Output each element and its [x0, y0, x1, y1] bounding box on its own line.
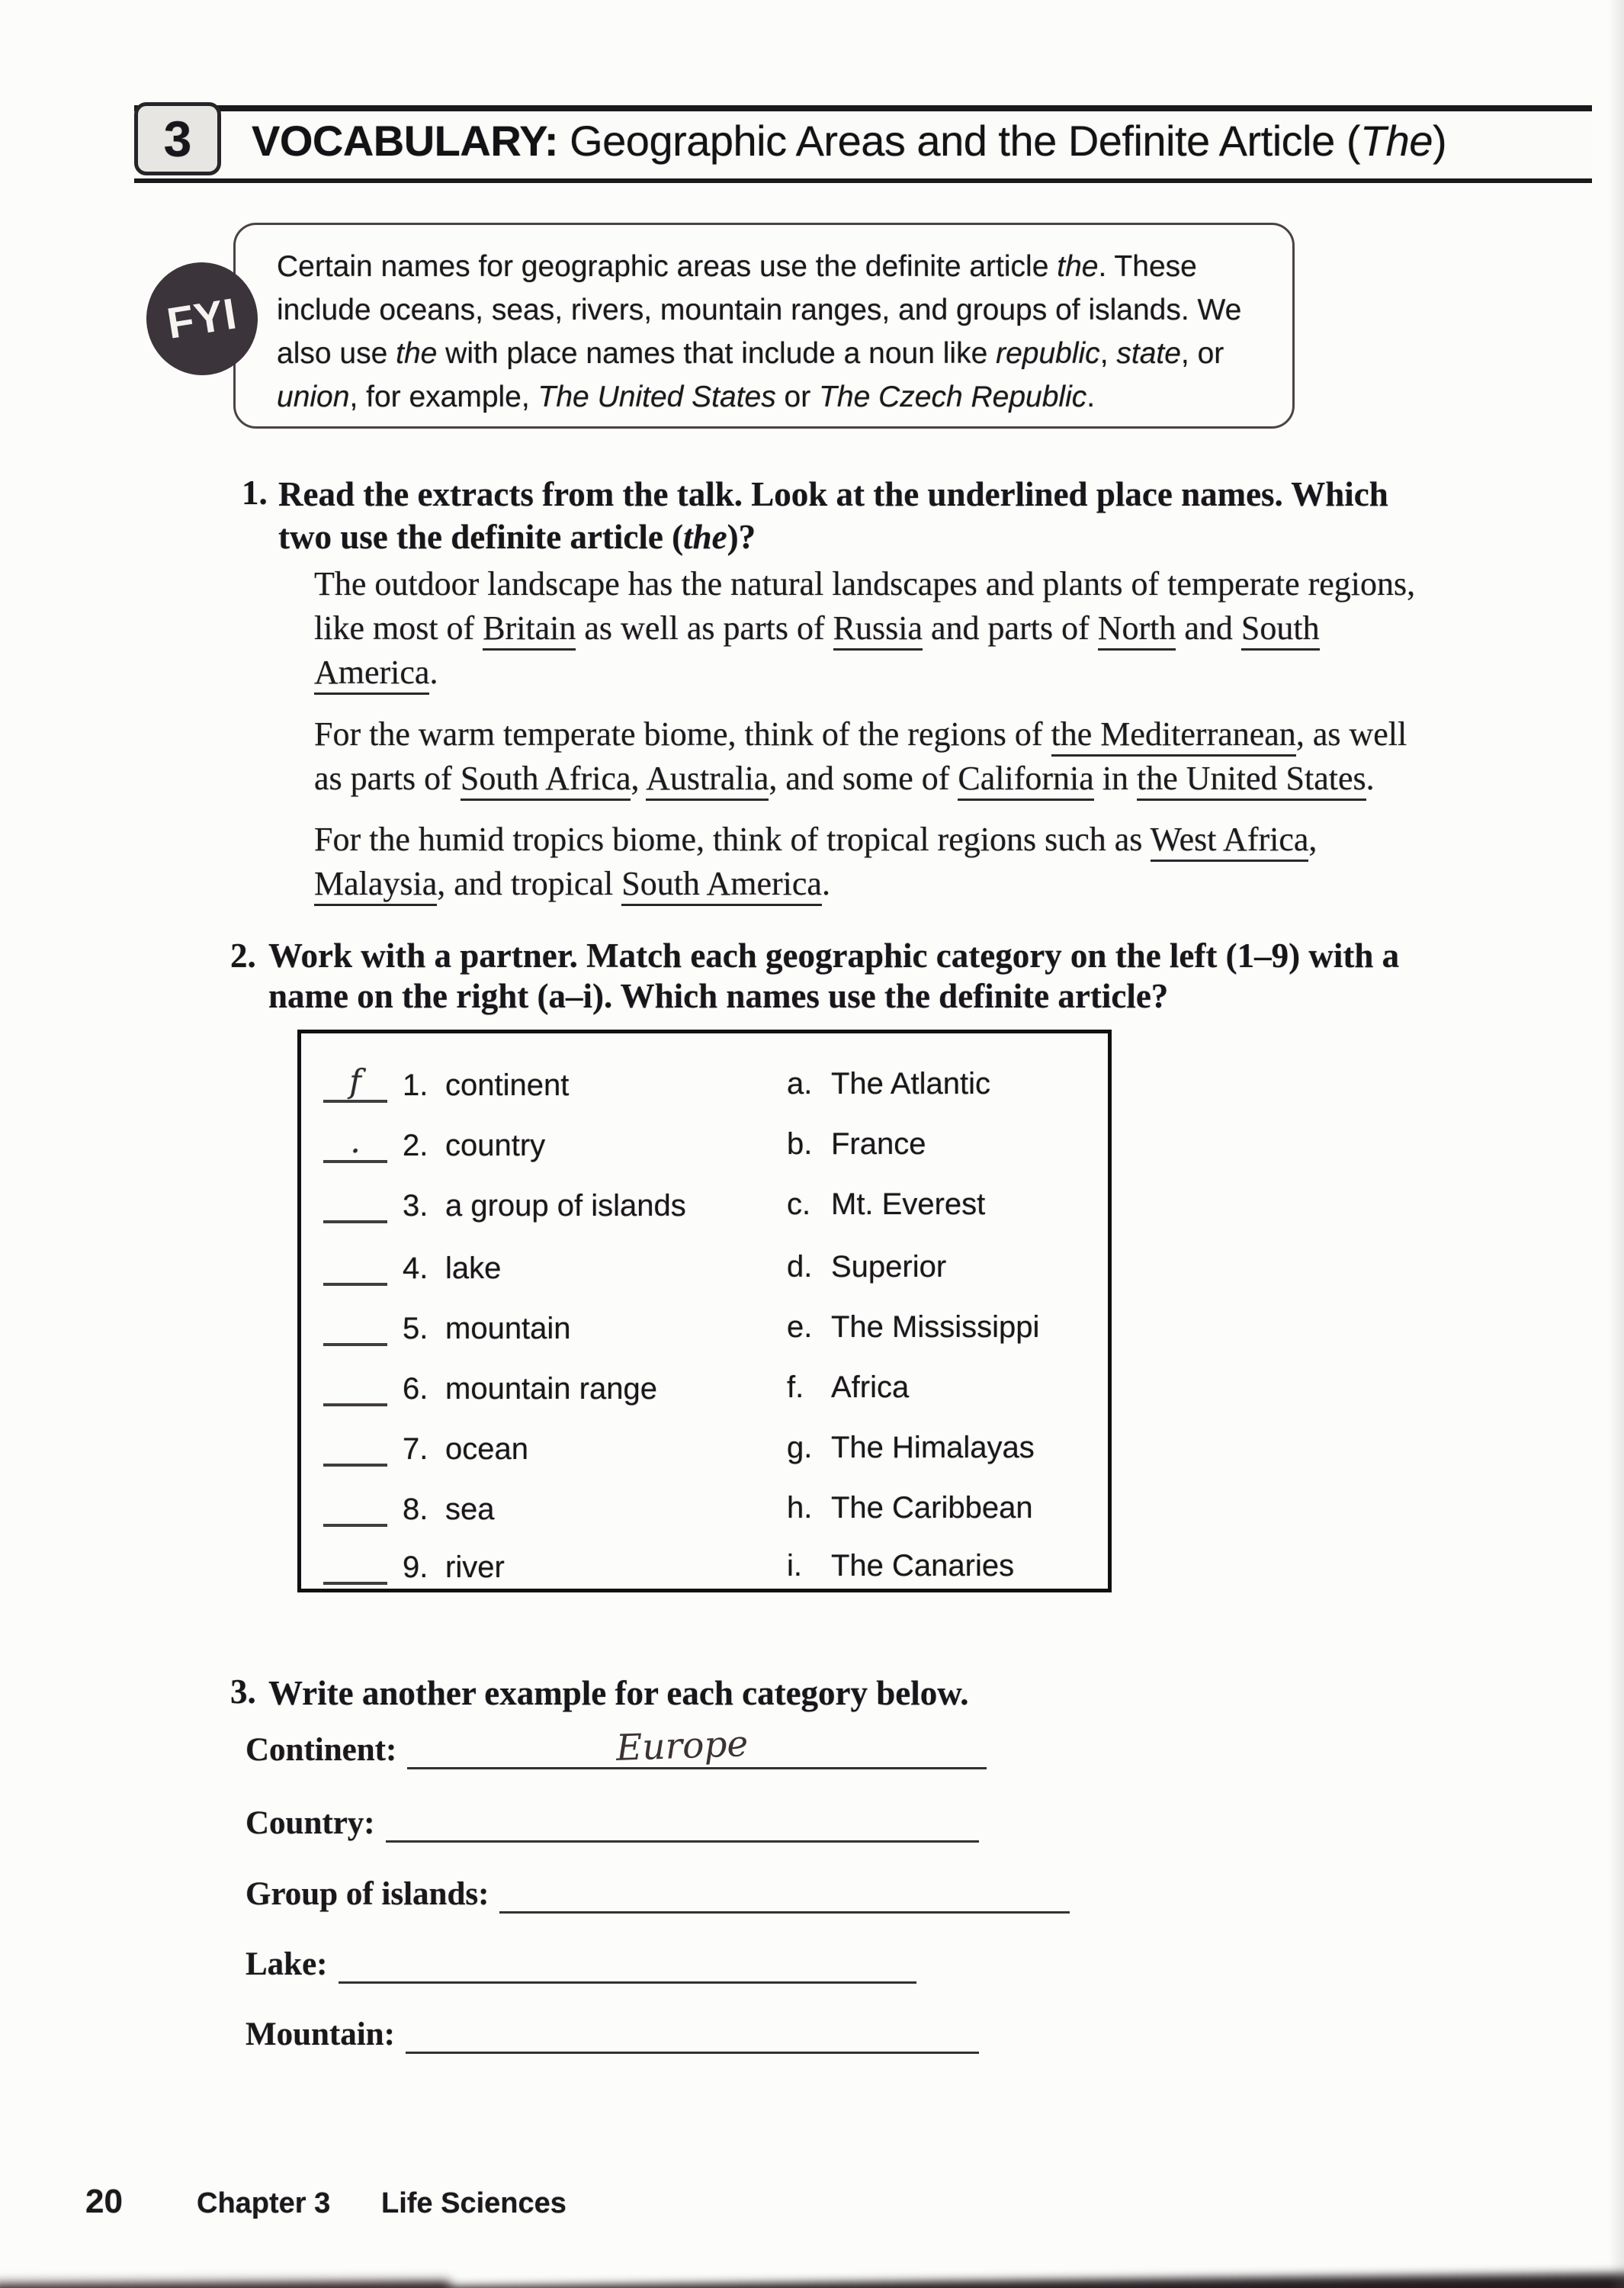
- match-item-label: river: [445, 1551, 505, 1584]
- field-label: Lake:: [246, 1946, 328, 1982]
- exercise2-prompt: [268, 936, 1399, 1017]
- handwritten-answer: f: [349, 1062, 361, 1100]
- exercise1-number: 1.: [242, 474, 268, 512]
- match-option-letter: a.: [787, 1067, 813, 1101]
- match-answer-blank-7[interactable]: [323, 1430, 387, 1467]
- match-right-row: [787, 1309, 1039, 1345]
- extract-paragraph-2: [314, 712, 1407, 801]
- write-in-line-continent[interactable]: [407, 1722, 987, 1770]
- field-label: Group of islands:: [246, 1876, 489, 1912]
- field-label: Country:: [246, 1805, 375, 1841]
- fyi-note-box: [233, 223, 1295, 429]
- handwritten-value: Europe: [615, 1722, 749, 1770]
- extract-line: like most of Britain as well as parts of Russia and parts of North and South: [314, 606, 1415, 651]
- field-row-country: [246, 1804, 979, 1843]
- match-left-row: [323, 1187, 686, 1223]
- match-option-letter: b.: [787, 1127, 813, 1161]
- match-right-row: [787, 1126, 926, 1162]
- match-answer-blank-9[interactable]: [323, 1548, 387, 1585]
- exercise3-number: 3.: [230, 1673, 256, 1711]
- match-option-name: France: [831, 1127, 926, 1161]
- extract-line: America.: [314, 651, 1415, 695]
- match-option-name: The Himalayas: [831, 1431, 1035, 1464]
- handwritten-answer: .: [350, 1123, 361, 1160]
- match-answer-blank-5[interactable]: [323, 1309, 387, 1346]
- match-option-letter: g.: [787, 1431, 813, 1464]
- extract-line: The outdoor landscape has the natural landscapes and plants of temperate regions,: [314, 565, 1416, 603]
- match-item-label: mountain: [445, 1312, 571, 1345]
- write-in-line-mountain[interactable]: [406, 2029, 979, 2054]
- match-left-row: [323, 1249, 501, 1286]
- match-right-row: [787, 1430, 1035, 1465]
- match-item-number: 6.: [403, 1372, 428, 1406]
- match-item-label: sea: [445, 1493, 495, 1526]
- scan-shadow-right: [1609, 0, 1624, 2288]
- match-option-name: The Caribbean: [831, 1491, 1033, 1525]
- match-item-number: 2.: [403, 1129, 428, 1162]
- write-in-line-country[interactable]: [386, 1817, 979, 1843]
- match-item-label: lake: [445, 1252, 502, 1285]
- match-right-row: [787, 1187, 985, 1222]
- fyi-badge-icon: FYI: [138, 254, 265, 383]
- write-in-line-islands[interactable]: [499, 1888, 1070, 1914]
- match-left-row: [323, 1430, 528, 1467]
- match-left-row: [323, 1123, 546, 1163]
- match-item-label: country: [445, 1129, 546, 1162]
- exercise2-prompt-line: name on the right (a–i). Which names use the definite article?: [268, 977, 1169, 1015]
- field-row-continent: [246, 1722, 987, 1770]
- section-number-box: [134, 102, 221, 175]
- match-item-number: 8.: [403, 1493, 428, 1526]
- match-option-letter: h.: [787, 1491, 813, 1525]
- match-item-label: mountain range: [445, 1372, 657, 1406]
- match-option-name: The Canaries: [831, 1549, 1015, 1583]
- extract-line: For the humid tropics biome, think of tropical regions such as West Africa,: [314, 818, 1317, 862]
- match-right-row: [787, 1490, 1033, 1525]
- match-item-number: 7.: [403, 1432, 428, 1466]
- extract-line: For the warm temperate biome, think of the regions of the Mediterranean, as well: [314, 712, 1407, 757]
- fyi-line: union, for example, The United States or The Czech Republic.: [277, 381, 1096, 413]
- match-right-row: [787, 1370, 909, 1405]
- match-item-label: ocean: [445, 1432, 528, 1466]
- match-right-row: [787, 1548, 1014, 1583]
- footer-section: Life Sciences: [381, 2187, 566, 2219]
- extract-line: Malaysia, and tropical South America.: [314, 862, 1317, 906]
- fyi-line: include oceans, seas, rivers, mountain ranges, and groups of islands. We: [277, 294, 1242, 326]
- section-number: 3: [163, 111, 192, 167]
- match-option-letter: e.: [787, 1310, 813, 1344]
- fyi-line: Certain names for geographic areas use the definite article the. These: [277, 250, 1197, 283]
- match-item-label: a group of islands: [445, 1189, 686, 1223]
- match-option-name: Africa: [831, 1371, 910, 1404]
- page-title: VOCABULARY: Geographic Areas and the Definite Article (The): [252, 117, 1447, 165]
- field-row-mountain: [246, 2016, 979, 2054]
- exercise3-prompt: [268, 1672, 969, 1714]
- field-label: Mountain:: [246, 2016, 395, 2052]
- match-left-row: [323, 1370, 657, 1406]
- match-item-number: 1.: [403, 1068, 428, 1102]
- extract-line: as parts of South Africa, Australia, and some of California in the United States.: [314, 757, 1407, 801]
- match-option-name: Superior: [831, 1250, 947, 1284]
- extract-paragraph-3: [314, 818, 1317, 906]
- match-option-letter: f.: [787, 1371, 804, 1404]
- match-option-letter: i.: [787, 1549, 802, 1583]
- match-answer-blank-3[interactable]: [323, 1187, 387, 1223]
- match-left-row: [323, 1062, 570, 1103]
- match-left-row: [323, 1309, 571, 1346]
- exercise3-prompt-line: Write another example for each category below.: [268, 1674, 969, 1712]
- match-right-row: [787, 1066, 990, 1101]
- match-option-letter: d.: [787, 1250, 813, 1284]
- extract-paragraph-1: [314, 562, 1415, 695]
- match-left-row: [323, 1548, 505, 1585]
- match-right-row: [787, 1249, 946, 1284]
- match-answer-blank-4[interactable]: [323, 1249, 387, 1286]
- match-item-number: 5.: [403, 1312, 428, 1345]
- match-item-number: 9.: [403, 1551, 428, 1584]
- match-item-label: continent: [445, 1068, 570, 1102]
- match-left-row: [323, 1490, 495, 1527]
- match-item-number: 3.: [403, 1189, 428, 1223]
- match-answer-blank-6[interactable]: [323, 1370, 387, 1406]
- match-option-letter: c.: [787, 1187, 811, 1221]
- exercise1-prompt: [278, 473, 1388, 558]
- field-label: Continent:: [246, 1732, 397, 1768]
- fyi-text: [277, 245, 1241, 419]
- match-option-name: The Mississippi: [831, 1310, 1040, 1344]
- field-row-islands: [246, 1875, 1070, 1914]
- exercise2-number: 2.: [230, 937, 256, 975]
- write-in-line-lake[interactable]: [339, 1959, 916, 1984]
- fyi-line: also use the with place names that include a noun like republic, state, or: [277, 337, 1224, 370]
- match-option-name: The Atlantic: [831, 1067, 991, 1101]
- field-row-lake: [246, 1946, 916, 1984]
- match-item-number: 4.: [403, 1252, 428, 1285]
- match-answer-blank-2[interactable]: [323, 1123, 387, 1163]
- exercise1-prompt-line: Read the extracts from the talk. Look at the underlined place names. Which: [278, 475, 1388, 513]
- exercise2-prompt-line: Work with a partner. Match each geographic category on the left (1–9) with a: [268, 937, 1400, 975]
- match-answer-blank-1[interactable]: [323, 1062, 387, 1103]
- match-answer-blank-8[interactable]: [323, 1490, 387, 1527]
- exercise1-prompt-line: two use the definite article (the)?: [278, 518, 756, 556]
- page-number: 20: [85, 2183, 123, 2220]
- footer-chapter: Chapter 3: [197, 2187, 331, 2219]
- match-option-name: Mt. Everest: [831, 1187, 986, 1221]
